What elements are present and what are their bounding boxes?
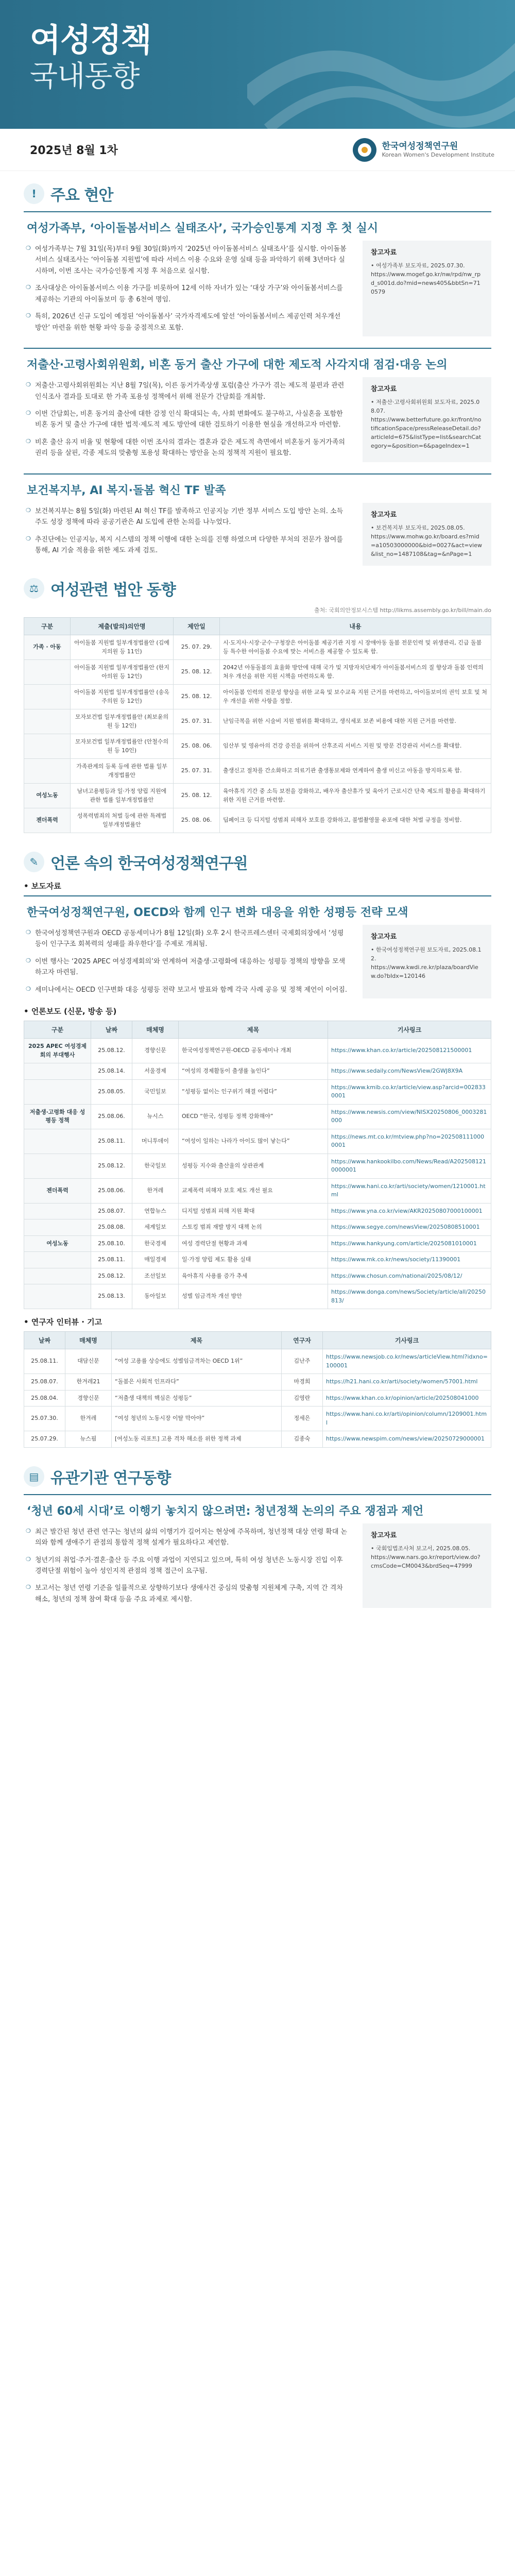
reference-link[interactable]: • 보건복지부 보도자료, 2025.08.05. https://www.mohw.go.kr/board.es?mid=a10503000000&bid=0027&act=view&list_no=1487108&tag=&nPage=1 — [371, 524, 482, 557]
article-title: 저출산·고령사회위원회, 비혼 동거 출산 가구에 대한 제도적 사각지대 점검·대응 논의 — [27, 359, 448, 372]
interview-date: 25.08.07. — [24, 1374, 65, 1391]
press-subtitle: • 보도자료 — [24, 882, 61, 891]
media-category: 여성노동 — [24, 1235, 91, 1252]
table-row — [24, 1203, 491, 1219]
press-article — [24, 895, 491, 998]
interview-link[interactable]: https://www.khan.co.kr/opinion/article/202508041000 — [323, 1390, 491, 1406]
interview-link[interactable]: https://h21.hani.co.kr/arti/society/women/57001.html — [323, 1374, 491, 1391]
header-banner — [0, 0, 515, 129]
bill-content: 아이돌봄 인력의 전문성 향상을 위한 교육 및 보수교육 지원 근거를 마련하고, 아이돌보미의 권익 보호 및 처우 개선을 위한 사항을 정함. — [220, 685, 491, 709]
table-row — [24, 685, 491, 709]
bill-category — [24, 734, 71, 759]
media-link[interactable]: https://www.sedaily.com/NewsView/2GWJ8X9A — [328, 1063, 491, 1080]
bill-category: 여성노동 — [24, 784, 71, 808]
media-category — [24, 1219, 91, 1236]
media-outlet: 세계일보 — [132, 1219, 179, 1236]
press-ref: 참고자료 • 한국여성정책연구원 보도자료, 2025.08.12. https://www.kwdi.re.kr/plaza/boardView.do?bIdx=120146 — [363, 925, 491, 998]
article-title: 여성가족부, ‘아이돌봄서비스 실태조사’, 국가승인통계 지정 후 첫 실시 — [27, 222, 379, 235]
media-date: 25.08.12. — [91, 1154, 132, 1178]
org-sub: Korean Women's Development Institute — [382, 151, 494, 159]
interview-col-header: 제목 — [112, 1332, 282, 1349]
issue-label: 2025년 8월 1차 — [30, 144, 118, 157]
bill-col-header: 내용 — [220, 618, 491, 635]
bill-content: 임산부 및 영유아의 건강 증진을 위하여 산후조리 서비스 지원 및 방문 건강관리 서비스를 확대함. — [220, 734, 491, 759]
reference-box — [363, 377, 491, 462]
bill-category: 가족 · 아동 — [24, 635, 71, 660]
media-date: 25.08.06. — [91, 1178, 132, 1203]
media-category — [24, 1203, 91, 1219]
article-bullet: ❍ 여성가족부는 7월 31일(목)부터 9월 30일(화)까지 ‘2025년 아이돌봄서비스 실태조사’를 실시함. 아이돌봄서비스 실태조사는 ‘아이돌봄 지원법’에 따라 서비스 이용 수요와 운영 실태 등을 파악하기 위해 3년마다 실시하며, 이번 조사는 국가승인통계 지정 후 처음으로 실시함. — [24, 241, 352, 280]
interview-date: 25.07.30. — [24, 1406, 65, 1431]
media-link[interactable]: https://www.khan.co.kr/article/202508121500001 — [328, 1039, 491, 1063]
media-col-header: 날짜 — [91, 1021, 132, 1039]
bill-date: 25. 07. 31. — [174, 709, 220, 734]
media-title: 디지털 성범죄 피해 지원 확대 — [179, 1203, 328, 1219]
section-heading-legislative: ⚖ 여성관련 법안 동향 — [0, 577, 515, 600]
interview-outlet: 뉴스핌 — [65, 1431, 112, 1448]
media-date: 25.08.12. — [91, 1268, 132, 1284]
media-date: 25.08.05. — [91, 1079, 132, 1104]
article-bullet: ❍ 이번 간담회는, 비혼 동거의 출산에 대한 감정 인식 확대되는 속, 사회 변화에도 불구하고, 사실혼을 포함한 비혼 동거 및 출산 가구에 대한 법적·제도적 제도 방안에 대한 검토하기 이용한 현실을 개선하고자 마련함. — [24, 405, 352, 434]
media-outlet: 경향신문 — [132, 1039, 179, 1063]
decorative-wave — [247, 0, 515, 129]
reference-heading: 참고자료 — [371, 249, 397, 257]
newsletter-title: 여성정책 — [30, 21, 151, 59]
table-row — [24, 784, 491, 808]
media-category — [24, 1284, 91, 1309]
media-title: “여성의 경제활동이 출생률 높인다” — [179, 1063, 328, 1080]
media-title: 스토킹 범죄 재발 방지 대책 논의 — [179, 1219, 328, 1236]
bill-col-header: 제안일 — [174, 618, 220, 635]
interview-outlet: 한겨레21 — [65, 1374, 112, 1391]
bill-name: 성폭력범죄의 처벌 등에 관한 특례법 일부개정법률안 — [71, 808, 174, 833]
research-ref-link[interactable]: • 국회입법조사처 보고서, 2025.08.05. https://www.nars.go.kr/report/view.do?cmsCode=CM0043&brdSeq=47999 — [371, 1545, 480, 1569]
interview-table — [24, 1331, 491, 1448]
article-title: 보건복지부, AI 복지·돌봄 혁신 TF 발족 — [27, 484, 226, 497]
media-link[interactable]: https://www.hankookilbo.com/News/Read/A2025081210000001 — [328, 1154, 491, 1178]
table-row — [24, 1349, 491, 1374]
section-heading-press: ✎ 언론 속의 한국여성정책연구원 — [0, 851, 515, 873]
media-outlet: 조선일보 — [132, 1268, 179, 1284]
section-heading-key-issues: ! 주요 현안 — [0, 182, 515, 205]
bill-date: 25. 08. 12. — [174, 685, 220, 709]
media-date: 25.08.06. — [91, 1104, 132, 1129]
reference-box — [363, 241, 491, 336]
bill-content: 딥페이크 등 디지털 성범죄 피해자 보호를 강화하고, 불법촬영물 유포에 대한 처벌 규정을 정비함. — [220, 808, 491, 833]
press-bullet: ❍ 이번 행사는 ‘2025 APEC 여성경제회의’와 연계하여 저출생·고령화에 대응하는 성평등 정책의 방향을 모색하고자 마련됨. — [24, 953, 352, 981]
book-icon: ▤ — [24, 1466, 44, 1487]
media-link[interactable]: https://www.hankyung.com/article/2025081010001 — [328, 1235, 491, 1252]
reference-heading: 참고자료 — [371, 385, 397, 394]
interview-col-header: 매체명 — [65, 1332, 112, 1349]
table-source: 출처: 국회의안정보시스템 http://likms.assembly.go.kr/bill/main.do — [314, 607, 491, 614]
media-outlet: 매일경제 — [132, 1252, 179, 1268]
media-category — [24, 1063, 91, 1080]
interview-table-title: • 연구자 인터뷰 · 기고 — [24, 1317, 102, 1327]
bill-date: 25. 07. 29. — [174, 635, 220, 660]
bill-category: 젠더폭력 — [24, 808, 71, 833]
table-row — [24, 660, 491, 685]
media-link[interactable]: https://www.chosun.com/national/2025/08/12/ — [328, 1268, 491, 1284]
table-row — [24, 808, 491, 833]
table-row — [24, 759, 491, 784]
table-row — [24, 1406, 491, 1431]
article-bullet: ❍ 조사대상은 아이돌봄서비스 이용 가구를 비롯하여 12세 이하 자녀가 있는 ‘대상 가구’와 아이돌봄서비스를 제공하는 기관의 아이돌보미 등 총 6천여 명임. — [24, 280, 352, 308]
table-row — [24, 1063, 491, 1080]
table-row — [24, 1104, 491, 1129]
media-outlet: 서울경제 — [132, 1063, 179, 1080]
research-bullet: ❍ 청년기의 취업·주거·결혼·출산 등 주요 이행 과업이 지연되고 있으며, 특히 여성 청년은 노동시장 진입 이후 경력단절 위험이 높아 성인지적 관점의 정책 접근이 요구됨. — [24, 1552, 352, 1580]
reference-heading: 참고자료 — [371, 511, 397, 519]
research-bullet: ❍ 보고서는 청년 연령 기준을 일률적으로 상향하기보다 생애사건 중심의 맞춤형 지원체계 구축, 지역 간 격차 해소, 청년의 정책 참여 확대 등을 주요 과제로 제시함. — [24, 1580, 352, 1608]
research-bullet: ❍ 최근 발간된 청년 관련 연구는 청년의 삶의 이행기가 길어지는 현상에 주목하며, 청년정책 대상 연령 확대 논의와 함께 생애주기 관점의 통합적 정책 설계가 필요하다고 제언함. — [24, 1523, 352, 1552]
research-article — [24, 1494, 491, 1608]
media-date: 25.08.13. — [91, 1284, 132, 1309]
bill-content: 난임극복을 위한 시술비 지원 범위를 확대하고, 생식세포 보존 비용에 대한 지원 근거를 마련함. — [220, 709, 491, 734]
media-outlet: 국민일보 — [132, 1079, 179, 1104]
media-category — [24, 1268, 91, 1284]
media-title: 성평등 지수와 출산율의 상관관계 — [179, 1154, 328, 1178]
press-bullet: ❍ 한국여성정책연구원과 OECD 공동세미나가 8월 12일(화) 오후 2시 한국프레스센터 국제회의장에서 ‘성평등이 인구구조 회복력의 성패를 좌우한다’를 주제로 개최됨. — [24, 925, 352, 953]
media-title: 한국여성정책연구원-OECD 공동세미나 개최 — [179, 1039, 328, 1063]
media-outlet: 연합뉴스 — [132, 1203, 179, 1219]
bill-name: 남녀고용평등과 일·가정 양립 지원에 관한 법률 일부개정법률안 — [71, 784, 174, 808]
bill-table — [24, 617, 491, 833]
bill-category — [24, 709, 71, 734]
bill-category — [24, 685, 71, 709]
bill-content: 시·도지사·시장·군수·구청장은 아이돌봄 제공기관 지정 시 장애아동 돌봄 전문인력 및 위생관리, 긴급 돌봄 등 특수한 아이돌봄 수요에 맞는 서비스를 제공할 수 있도록 함. — [220, 635, 491, 660]
media-date: 25.08.11. — [91, 1252, 132, 1268]
interview-col-header: 연구자 — [282, 1332, 323, 1349]
org-logo — [353, 138, 494, 162]
media-title: 교제폭력 피해자 보호 제도 개선 필요 — [179, 1178, 328, 1203]
media-table — [24, 1021, 491, 1309]
interview-outlet: 대담신문 — [65, 1349, 112, 1374]
interview-author: 김난주 — [282, 1349, 323, 1374]
media-link[interactable]: https://news.mt.co.kr/mtview.php?no=2025081110000001 — [328, 1129, 491, 1154]
press-ref-link[interactable]: • 한국여성정책연구원 보도자료, 2025.08.12. https://www.kwdi.re.kr/plaza/boardView.do?bIdx=120146 — [371, 946, 482, 980]
interview-outlet: 경향신문 — [65, 1390, 112, 1406]
interview-date: 25.08.04. — [24, 1390, 65, 1406]
table-row — [24, 1284, 491, 1309]
bill-date: 25. 08. 06. — [174, 734, 220, 759]
media-date: 25.08.12. — [91, 1039, 132, 1063]
interview-date: 25.08.11. — [24, 1349, 65, 1374]
media-table-title: • 언론보도 (신문, 방송 등) — [24, 1007, 117, 1016]
media-link[interactable]: https://www.hani.co.kr/arti/society/women/1210001.html — [328, 1178, 491, 1203]
media-date: 25.08.08. — [91, 1219, 132, 1236]
media-link[interactable]: https://www.donga.com/news/Society/article/all/20250813/ — [328, 1284, 491, 1309]
interview-title: “여성 청년의 노동시장 이탈 막아야” — [112, 1406, 282, 1431]
interview-author: 김영란 — [282, 1390, 323, 1406]
interview-link[interactable]: https://www.newsjob.co.kr/news/articleView.html?idxno=100001 — [323, 1349, 491, 1374]
org-name: 한국여성정책연구원 — [382, 141, 458, 151]
bill-name: 모자보건법 일부개정법률안 (안철수의원 등 10인) — [71, 734, 174, 759]
media-category: 저출생·고령화 대응 성평등 정책 — [24, 1104, 91, 1129]
table-row — [24, 734, 491, 759]
interview-title: “여성 고용률 상승에도 성별임금격차는 OECD 1위” — [112, 1349, 282, 1374]
media-date: 25.08.10. — [91, 1235, 132, 1252]
article — [24, 348, 491, 462]
gavel-icon: ⚖ — [24, 578, 44, 599]
media-title: 일·가정 양립 제도 활용 실태 — [179, 1252, 328, 1268]
bill-name: 아이돌봄 지원법 일부개정법률안 (송옥주의원 등 12인) — [71, 685, 174, 709]
bill-content: 육아휴직 기간 중 소득 보전을 강화하고, 배우자 출산휴가 및 육아기 근로시간 단축 제도의 활용을 확대하기 위한 지원 근거를 마련함. — [220, 784, 491, 808]
reference-link[interactable]: • 여성가족부 보도자료, 2025.07.30. https://www.mogef.go.kr/nw/rpd/nw_rpd_s001d.do?mid=news405&bbtSn=710579 — [371, 262, 481, 296]
interview-link[interactable]: https://www.hani.co.kr/arti/opinion/column/1209001.html — [323, 1406, 491, 1431]
table-row — [24, 1039, 491, 1063]
bill-date: 25. 08. 06. — [174, 808, 220, 833]
table-row — [24, 709, 491, 734]
article-bullet: ❍ 저출산·고령사회위원회는 지난 8월 7일(목), 이른 동거가족상생 포럼(출산 가구가 겪는 제도적 불편과 관련 인식조사 결과를 토대로 한 가족 포용성 정책에서 위해 전문가 간담회를 개최함. — [24, 377, 352, 405]
media-title: OECD “한국, 성평등 정책 강화해야” — [179, 1104, 328, 1129]
table-row — [24, 1235, 491, 1252]
interview-title: “돌봄은 사회적 인프라다” — [112, 1374, 282, 1391]
table-row — [24, 1268, 491, 1284]
bill-date: 25. 08. 12. — [174, 660, 220, 685]
bill-date: 25. 08. 12. — [174, 784, 220, 808]
table-row — [24, 635, 491, 660]
media-title: “여성이 일하는 나라가 아이도 많이 낳는다” — [179, 1129, 328, 1154]
interview-author: 마경희 — [282, 1374, 323, 1391]
table-row — [24, 1154, 491, 1178]
media-link[interactable]: https://www.mk.co.kr/news/society/11390001 — [328, 1252, 491, 1268]
table-row — [24, 1431, 491, 1448]
article-bullet: ❍ 특히, 2026년 신규 도입이 예정된 ‘아이돌봄사’ 국가자격제도에 앞선 ‘아이돌봄서비스 제공인력 처우개선 방안’ 마련을 위한 현황 파악 등을 중점적으로 포함. — [24, 308, 352, 336]
media-title: 여성 경력단절 현황과 과제 — [179, 1235, 328, 1252]
interview-title: “저출생 대책의 핵심은 성평등” — [112, 1390, 282, 1406]
bill-col-header: 제출(발의)의안명 — [71, 618, 174, 635]
section-heading-research: ▤ 유관기관 연구동향 — [0, 1465, 515, 1488]
lightbulb-icon: ! — [24, 183, 44, 204]
media-category: 젠더폭력 — [24, 1178, 91, 1203]
table-row — [24, 1374, 491, 1391]
media-title: “성평등 없이는 인구위기 해결 어렵다” — [179, 1079, 328, 1104]
table-row — [24, 1079, 491, 1104]
press-headline: 한국여성정책연구원, OECD와 함께 인구 변화 대응을 위한 성평등 전략 모색 — [27, 906, 408, 920]
media-category — [24, 1154, 91, 1178]
table-row — [24, 1178, 491, 1203]
article — [24, 211, 491, 336]
press-bullet: ❍ 세미나에서는 OECD 인구변화 대응 성평등 전략 보고서 발표와 함께 각국 사례 공유 및 정책 제언이 이어짐. — [24, 981, 352, 998]
interview-author: 정세은 — [282, 1406, 323, 1431]
table-row — [24, 1390, 491, 1406]
media-category — [24, 1129, 91, 1154]
table-row — [24, 1219, 491, 1236]
media-title: 육아휴직 사용률 증가 추세 — [179, 1268, 328, 1284]
media-col-header: 매체명 — [132, 1021, 179, 1039]
interview-outlet: 한겨레 — [65, 1406, 112, 1431]
media-outlet: 한국일보 — [132, 1154, 179, 1178]
newspaper-icon: ✎ — [24, 852, 44, 872]
issue-bar — [0, 129, 515, 171]
media-outlet: 한국경제 — [132, 1235, 179, 1252]
article-bullet: ❍ 추진단에는 인공지능, 복지 시스템의 정책 이행에 대한 논의를 진행 하였으며 다양한 부처의 전문가 참여를 통해, AI 기술 적용을 위한 제도 과제 검토. — [24, 531, 352, 560]
media-outlet: 머니투데이 — [132, 1129, 179, 1154]
interview-table-wrap — [24, 1331, 491, 1448]
interview-date: 25.07.29. — [24, 1431, 65, 1448]
interview-link[interactable]: https://www.newspim.com/news/view/20250729000001 — [323, 1431, 491, 1448]
interview-col-header: 기사링크 — [323, 1332, 491, 1349]
bill-table-wrap — [24, 617, 491, 833]
bill-name: 모자보건법 일부개정법률안 (최보윤의원 등 12인) — [71, 709, 174, 734]
media-category — [24, 1252, 91, 1268]
interview-author: 김종숙 — [282, 1431, 323, 1448]
bill-category — [24, 660, 71, 685]
media-date: 25.08.07. — [91, 1203, 132, 1219]
bill-category — [24, 759, 71, 784]
research-title: ‘청년 60세 시대’로 이행기 놓치지 않으려면: 청년정책 논의의 주요 쟁점과 제언 — [27, 1504, 424, 1518]
media-col-header: 구분 — [24, 1021, 91, 1039]
bill-date: 25. 07. 31. — [174, 759, 220, 784]
media-link[interactable]: https://www.yna.co.kr/view/AKR20250807000100001 — [328, 1203, 491, 1219]
table-row — [24, 1252, 491, 1268]
media-outlet: 동아일보 — [132, 1284, 179, 1309]
article-bullet: ❍ 보건복지부는 8월 5일(화) 마련된 AI 혁신 TF를 발족하고 인공지능 기반 정부 서비스 도입 방안 논의. 소득 주도 성장 정책에 따라 공공기관은 AI 도입에 관한 논의를 나누었다. — [24, 503, 352, 531]
interview-title: [여성노동 리포트] 고용 격차 해소를 위한 정책 과제 — [112, 1431, 282, 1448]
media-link[interactable]: https://www.kmib.co.kr/article/view.asp?arcid=0028330001 — [328, 1079, 491, 1104]
media-date: 25.08.14. — [91, 1063, 132, 1080]
bill-name: 아이돌봄 지원법 일부개정법률안 (김예지의원 등 11인) — [71, 635, 174, 660]
media-date: 25.08.11. — [91, 1129, 132, 1154]
media-outlet: 뉴시스 — [132, 1104, 179, 1129]
media-title: 성별 임금격차 개선 방안 — [179, 1284, 328, 1309]
bill-content: 2042년 아동돌봄의 효율화 방안에 대해 국가 및 지방자치단체가 아이돌봄서비스의 질 향상과 돌봄 인력의 처우 개선을 위한 지원 시책을 마련하도록 함. — [220, 660, 491, 685]
bill-content: 출생신고 절차를 간소화하고 의료기관 출생통보제와 연계하여 출생 미신고 아동을 방지하도록 함. — [220, 759, 491, 784]
media-outlet: 한겨레 — [132, 1178, 179, 1203]
article-bullet: ❍ 비혼 출산 유지 비율 및 현황에 대한 이번 조사의 결과는 결혼과 같은 제도적 측면에서 비혼동거 동거가족의 권리 등을 살핀, 각종 제도의 맞춤형 포용성 확대하는 방안을 논의 정책적 지원이 필요함. — [24, 434, 352, 462]
media-category — [24, 1079, 91, 1104]
bill-name: 아이돌봄 지원법 일부개정법률안 (한지아의원 등 12인) — [71, 660, 174, 685]
media-category: 2025 APEC 여성경제회의 부대행사 — [24, 1039, 91, 1063]
media-col-header: 기사링크 — [328, 1021, 491, 1039]
table-row — [24, 1129, 491, 1154]
media-table-wrap — [24, 1021, 491, 1309]
article — [24, 473, 491, 566]
interview-col-header: 날짜 — [24, 1332, 65, 1349]
media-link[interactable]: https://www.newsis.com/view/NISX20250806_0003281000 — [328, 1104, 491, 1129]
media-link[interactable]: https://www.segye.com/newsView/20250808510001 — [328, 1219, 491, 1236]
bill-col-header: 구분 — [24, 618, 71, 635]
reference-link[interactable]: • 저출산·고령사회위원회 보도자료, 2025.08.07. https://www.betterfuture.go.kr/front/notificationSpace/pressReleaseDetail.do?articleId=675&listType=list&searchCategory=&position=6&pageIndex=1 — [371, 399, 482, 450]
research-ref: 참고자료 • 국회입법조사처 보고서, 2025.08.05. https://www.nars.go.kr/report/view.do?cmsCode=CM0043&brdSeq=47999 — [363, 1523, 491, 1608]
reference-box — [363, 503, 491, 566]
newsletter-subtitle: 국내동향 — [30, 60, 140, 93]
media-col-header: 제목 — [179, 1021, 328, 1039]
bill-name: 가족관계의 등록 등에 관한 법률 일부개정법률안 — [71, 759, 174, 784]
kwdi-logo-icon — [353, 138, 376, 162]
